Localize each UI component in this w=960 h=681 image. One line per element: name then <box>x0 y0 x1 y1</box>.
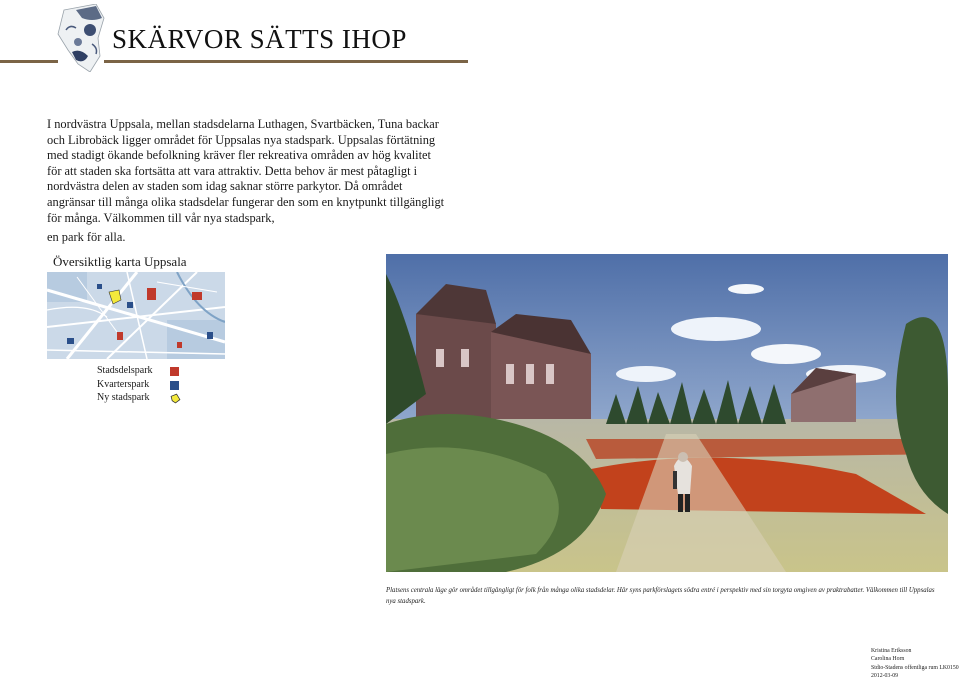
legend-item-ny-stadspark <box>97 392 183 406</box>
legend-label: Ny stadspark <box>97 392 150 403</box>
legend-swatch <box>170 367 179 376</box>
legend-label: Stadsdelspark <box>97 365 153 376</box>
park-perspective-image <box>386 254 948 572</box>
legend-swatch <box>170 381 179 390</box>
map-title: Översiktlig karta Uppsala <box>53 254 187 269</box>
legend-label: Kvarterspark <box>97 378 150 390</box>
intro-paragraph: I nordvästra Uppsala, mellan stadsdelarna Luthagen, Svartbäcken, Tuna backar och Librobäck ligger området för Uppsalas nya stadspark. Uppsalas förtätning med stadigt ökande befolkning kräver fler rekreativa områden av hög kvalitet för att staden ska fortsätta att vara attraktiv. Detta behov är mest påtagligt i nordvästra delen av staden som idag saknar större parkytor. Då området angränsar till många olika stadsdelar fungerar den som en knytpunkt tillgängligt för många. Välkommen till vår nya stadspark, <box>47 117 445 225</box>
legend-swatch-shape <box>170 393 181 404</box>
intro-closing: en park för alla. <box>47 230 126 245</box>
page-title: SKÄRVOR SÄTTS IHOP <box>112 24 407 54</box>
credit-author-1: Kristina Eriksson <box>871 648 912 654</box>
map-legend <box>97 365 183 406</box>
credit-author-2: Carolina Horn <box>871 656 905 663</box>
legend-item-kvarterspark <box>97 379 183 393</box>
credits <box>871 647 959 681</box>
header-rule-left <box>0 60 58 63</box>
credit-course: Stdio-Stadens offentliga rum LK0150 <box>871 664 959 671</box>
credit-date: 2012-03-09 <box>871 673 899 680</box>
intro-text <box>47 117 447 246</box>
porcelain-shard-image <box>56 4 106 72</box>
legend-item-stadsdelspark <box>97 365 183 379</box>
overview-map <box>47 272 225 359</box>
header-rule-right <box>104 60 468 63</box>
photo-caption: Platsens centrala läge gör området tillgängligt för folk från många olika stadsdelar. Här syns parkförslagets södra entré i perspektiv med sin torgyta omgiven av praktrabatter. Välkommen till Uppsalas nya stadspark. <box>386 587 935 605</box>
